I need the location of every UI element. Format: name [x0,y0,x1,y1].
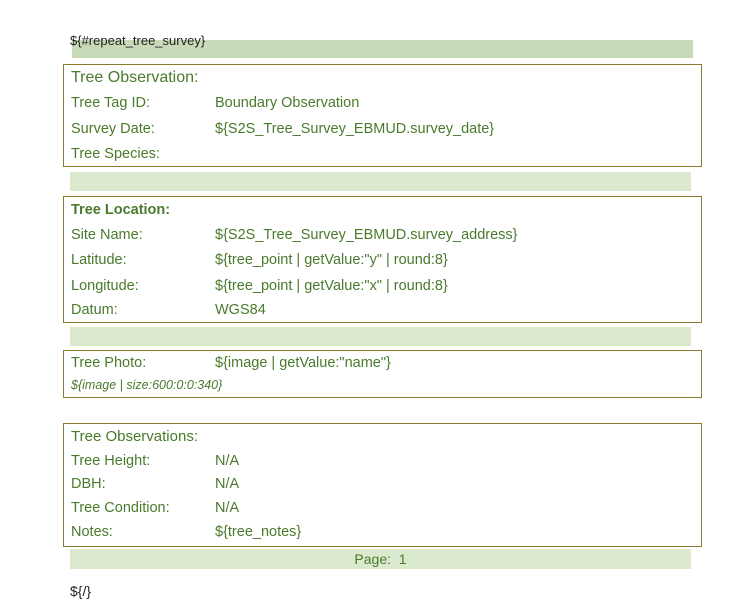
latitude-value: ${tree_point | getValue:"y" | round:8} [215,252,448,268]
spacer-band [70,327,691,346]
datum-value: WGS84 [215,302,266,318]
tree-photo-section [63,350,702,398]
site-name-value: ${S2S_Tree_Survey_EBMUD.survey_address} [215,227,518,243]
page-label: Page: [354,551,391,567]
section-title: Tree Observations: [71,428,198,445]
tree-height-value: N/A [215,453,240,469]
tree-tag-id-value: Boundary Observation [215,95,360,111]
tree-photo-label: Tree Photo: [71,355,147,371]
spacer-band [70,172,691,191]
section-title: Tree Observation: [71,69,199,86]
page-footer [70,549,691,569]
repeat-start-tag: ${#repeat_tree_survey} [70,33,206,48]
longitude-label: Longitude: [71,278,139,294]
latitude-label: Latitude: [71,252,127,268]
tree-species-label: Tree Species: [71,146,160,162]
tree-observations-section [63,423,702,547]
tree-location-section [63,196,702,323]
tree-height-label: Tree Height: [71,453,151,469]
dbh-value: N/A [215,476,240,492]
page-number: 1 [398,551,407,567]
tree-observation-section [63,64,702,167]
longitude-value: ${tree_point | getValue:"x" | round:8} [215,278,448,294]
dbh-label: DBH: [71,476,106,492]
survey-date-value: ${S2S_Tree_Survey_EBMUD.survey_date} [215,121,495,137]
repeat-end-tag: ${/} [70,583,92,599]
tree-condition-label: Tree Condition: [71,500,170,516]
section-title: Tree Location: [71,202,171,218]
survey-date-label: Survey Date: [71,121,155,137]
image-tag: ${image | size:600:0:0:340} [71,378,223,392]
notes-label: Notes: [71,524,113,540]
tree-photo-value: ${image | getValue:"name"} [215,355,391,371]
tree-tag-id-label: Tree Tag ID: [71,95,150,111]
tree-condition-value: N/A [215,500,240,516]
notes-value: ${tree_notes} [215,524,302,540]
site-name-label: Site Name: [71,227,143,243]
datum-label: Datum: [71,302,118,318]
